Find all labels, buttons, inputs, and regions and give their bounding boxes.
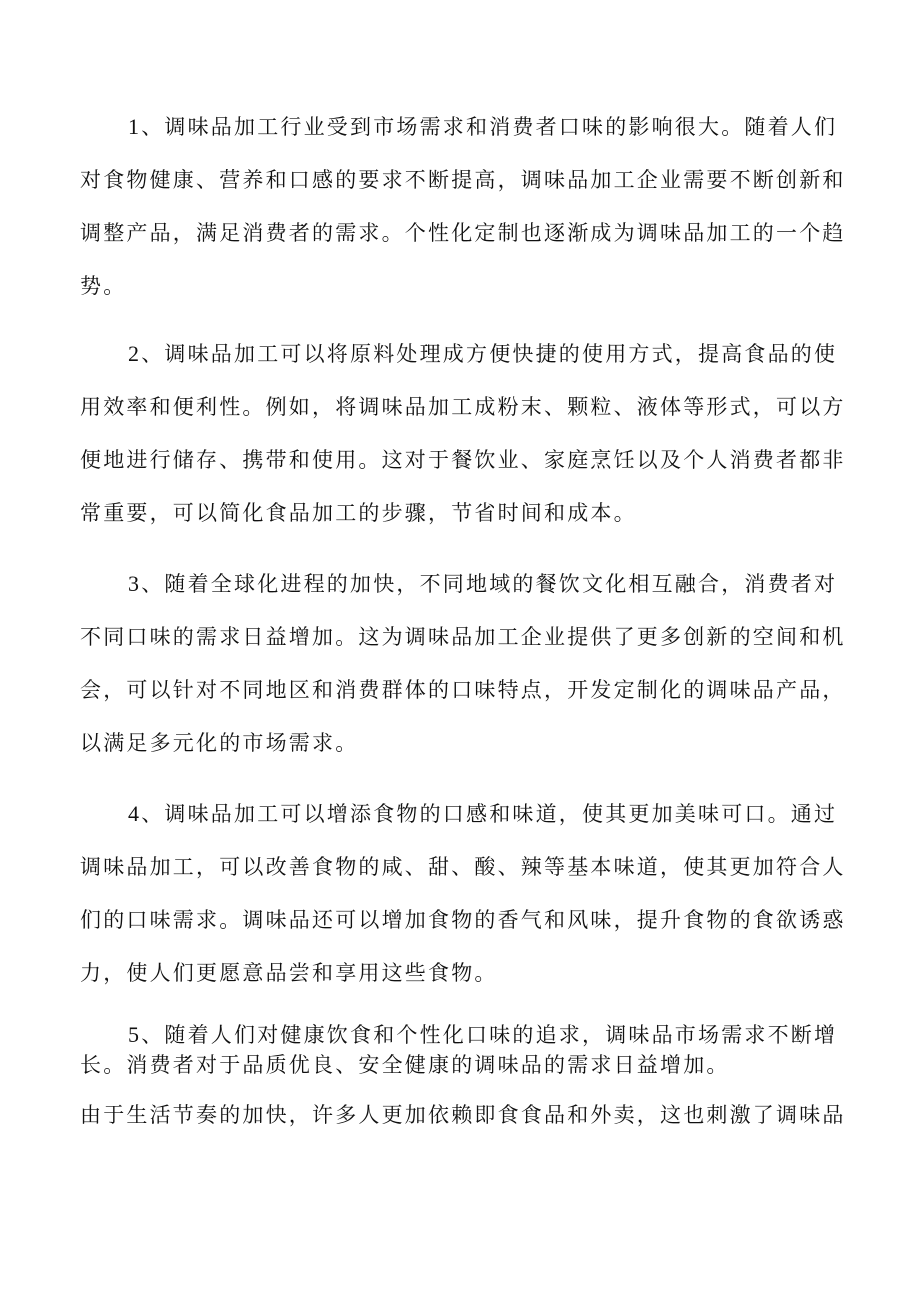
paragraph-4-line-4: 力，使人们更愿意品尝和享用这些食物。 bbox=[80, 961, 498, 985]
paragraph-1-line-1: 1、调味品加工行业受到市场需求和消费者口味的影响很大。随着人们 bbox=[128, 114, 838, 139]
paragraph-1-line-4: 势。 bbox=[80, 274, 127, 298]
paragraph-5-line-2: 长。消费者对于品质优良、安全健康的调味品的需求日益增加。 bbox=[80, 1053, 730, 1077]
paragraph-number: 3 bbox=[128, 571, 142, 596]
paragraph-4-line-3: 们的口味需求。调味品还可以增加食物的香气和风味，提升食物的食欲诱惑 bbox=[80, 908, 846, 932]
paragraph-3-line-1: 3、随着全球化进程的加快，不同地域的餐饮文化相互融合，消费者对 bbox=[128, 571, 838, 596]
paragraph-1-line-2: 对食物健康、营养和口感的要求不断提高，调味品加工企业需要不断创新和 bbox=[80, 168, 846, 192]
paragraph-3-line-3: 会，可以针对不同地区和消费群体的口味特点，开发定制化的调味品产品， bbox=[80, 678, 846, 702]
paragraph-2-line-3: 便地进行储存、携带和使用。这对于餐饮业、家庭烹饪以及个人消费者都非 bbox=[80, 448, 846, 472]
paragraph-1-line-3: 调整产品，满足消费者的需求。个性化定制也逐渐成为调味品加工的一个趋 bbox=[80, 221, 846, 245]
paragraph-number: 5 bbox=[128, 1022, 142, 1047]
trailing-paragraph-line: 由于生活节奏的加快，许多人更加依赖即食食品和外卖，这也刺激了调味品 bbox=[80, 1103, 846, 1127]
paragraph-3-line-2: 不同口味的需求日益增加。这为调味品加工企业提供了更多创新的空间和机 bbox=[80, 625, 846, 649]
paragraph-number: 4 bbox=[128, 801, 142, 826]
paragraph-2-line-2: 用效率和便利性。例如，将调味品加工成粉末、颗粒、液体等形式，可以方 bbox=[80, 395, 846, 419]
paragraph-2-line-1: 2、调味品加工可以将原料处理成方便快捷的使用方式，提高食品的使 bbox=[128, 341, 838, 366]
paragraph-4-line-1: 4、调味品加工可以增添食物的口感和味道，使其更加美味可口。通过 bbox=[128, 801, 838, 826]
paragraph-5-line-1: 5、随着人们对健康饮食和个性化口味的追求，调味品市场需求不断增 bbox=[128, 1022, 838, 1047]
paragraph-4-line-2: 调味品加工，可以改善食物的咸、甜、酸、辣等基本味道，使其更加符合人 bbox=[80, 855, 846, 879]
paragraph-number: 1 bbox=[128, 114, 142, 139]
paragraph-3-line-4: 以满足多元化的市场需求。 bbox=[80, 731, 359, 755]
paragraph-2-line-4: 常重要，可以简化食品加工的步骤，节省时间和成本。 bbox=[80, 501, 637, 525]
paragraph-number: 2 bbox=[128, 341, 142, 366]
